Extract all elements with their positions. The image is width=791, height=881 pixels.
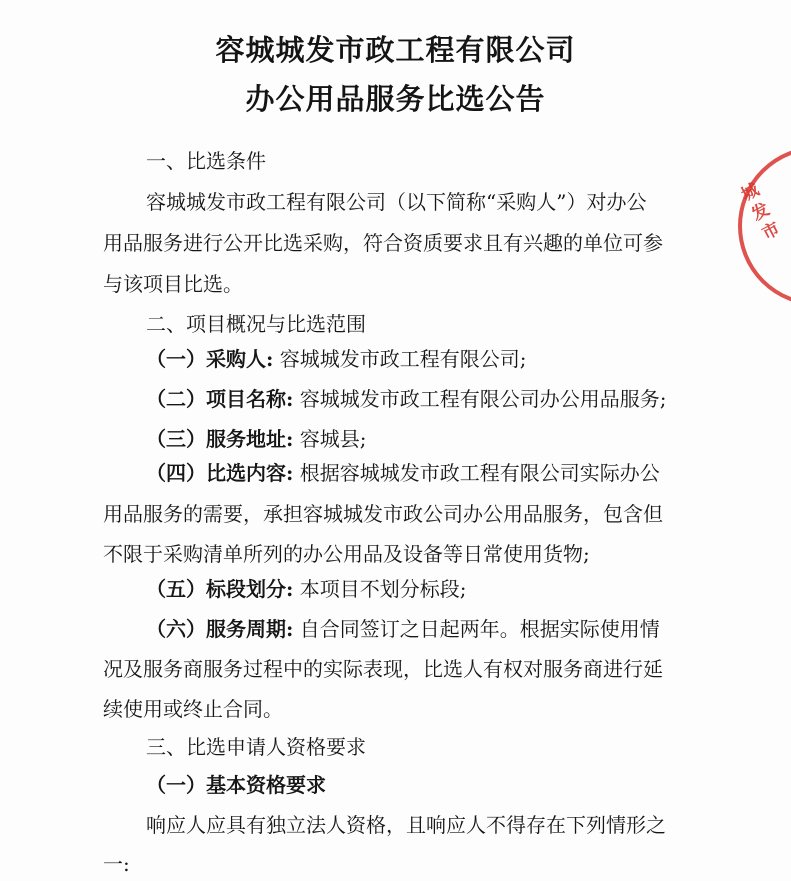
section3-paragraph-line2: 一:: [103, 852, 130, 876]
item5-label: （五）标段划分:: [146, 577, 294, 601]
item6-label: （六）服务周期:: [146, 617, 294, 641]
item4-line2: 用品服务的需要，承担容城城发市政公司办公用品服务，包含但: [103, 502, 663, 526]
item2-label: （二）项目名称:: [146, 387, 294, 411]
section3-paragraph-line1: 响应人应具有独立法人资格，且响应人不得存在下列情形之: [146, 813, 666, 837]
item2-text: 容城城发市政工程有限公司办公用品服务;: [299, 387, 667, 411]
section1-paragraph-line1: 容城城发市政工程有限公司（以下简称“采购人”）对办公: [146, 190, 647, 214]
section2-item2: [146, 385, 667, 413]
item4-text: 根据容城城发市政工程有限公司实际办公: [299, 461, 660, 485]
item4-label: （四）比选内容:: [146, 461, 294, 485]
item5-text: 本项目不划分标段;: [299, 577, 467, 601]
item3-label: （三）服务地址:: [146, 427, 294, 451]
section2-item5: [146, 575, 467, 603]
item6-line3: 续使用或终止合同。: [103, 697, 283, 721]
item6-line2: 况及服务商服务过程中的实际表现，比选人有权对服务商进行延: [103, 657, 663, 681]
section1-paragraph-line2: 用品服务进行公开比选采购，符合资质要求且有兴趣的单位可参: [103, 231, 663, 255]
item3-text: 容城县;: [299, 427, 367, 451]
document-title-line2: 办公用品服务比选公告: [245, 82, 546, 116]
section2-item3: [146, 425, 367, 453]
section2-item6: [146, 615, 660, 643]
seal-text: 城发市: [738, 179, 784, 245]
item1-label: （一）采购人:: [146, 347, 274, 371]
item1-text: 容城城发市政工程有限公司;: [279, 347, 527, 371]
section2-heading: 二、项目概况与比选范围: [146, 312, 366, 336]
section3-sub1: （一）基本资格要求: [146, 773, 326, 797]
section2-item4: [146, 459, 660, 487]
section2-item1: [146, 345, 527, 373]
section1-heading: 一、比选条件: [146, 149, 266, 173]
item6-text: 自合同签订之日起两年。根据实际使用情: [299, 617, 660, 641]
section3-heading: 三、比选申请人资格要求: [146, 735, 366, 759]
item4-line3: 不限于采购清单所列的办公用品及设备等日常使用货物;: [103, 542, 590, 566]
document-title-line1: 容城城发市政工程有限公司: [215, 33, 576, 67]
section1-paragraph-line3: 与该项目比选。: [103, 272, 243, 296]
